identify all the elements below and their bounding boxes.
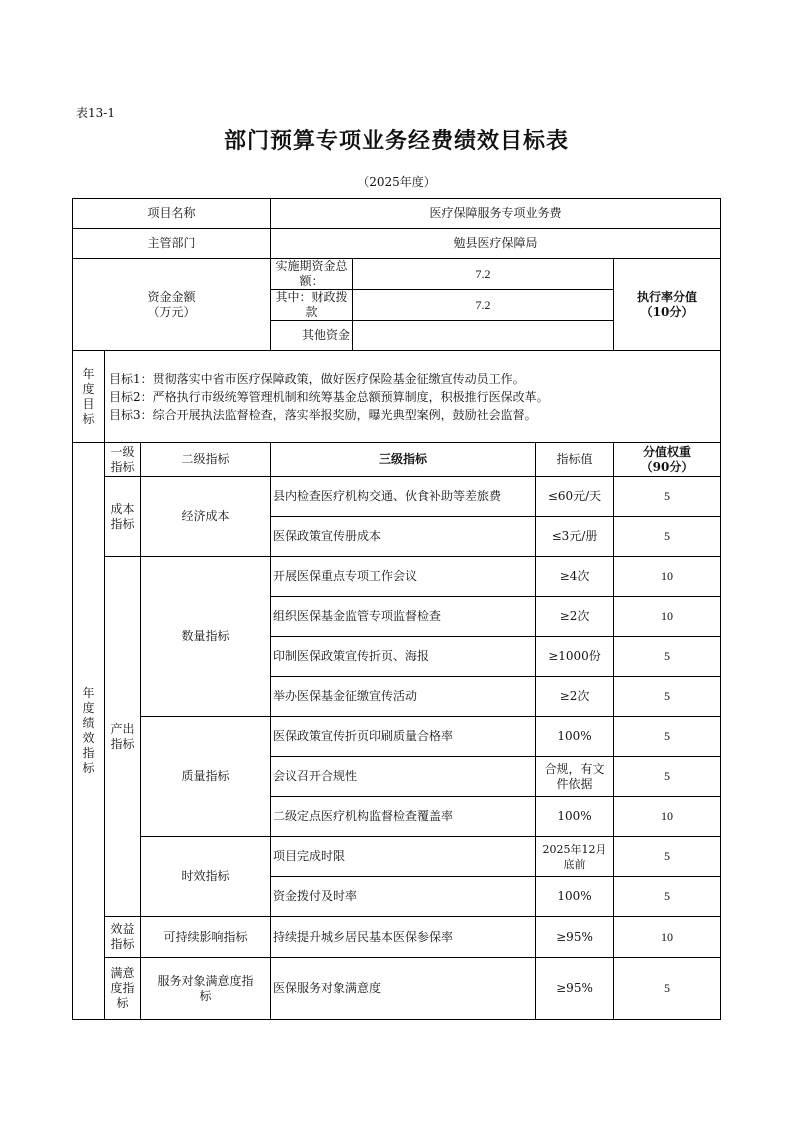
header-level1 (105, 443, 141, 477)
indicator-weight: 5 (614, 717, 721, 757)
funds-label-line1: 资金金额 (147, 289, 196, 304)
level2-sustainability: 可持续影响指标 (141, 917, 271, 958)
project-name-value: 医疗保障服务专项业务费 (271, 199, 721, 229)
indicator-value: 合规，有文件依据 (536, 757, 614, 797)
level2-satisfaction: 服务对象满意度指标 (141, 958, 271, 1020)
indicator-weight: 10 (614, 557, 721, 597)
indicator-name: 持续提升城乡居民基本医保参保率 (271, 917, 536, 958)
level1-output (105, 557, 141, 917)
indicator-name: 医保政策宣传折页印刷质量合格率 (271, 717, 536, 757)
funds-other-label: 其他资金 (271, 321, 353, 351)
indicator-weight: 5 (614, 958, 721, 1020)
indicator-name: 县内检查医疗机构交通、伙食补助等差旅费 (271, 477, 536, 517)
funds-label (73, 259, 271, 351)
indicator-name: 组织医保基金监管专项监督检查 (271, 597, 536, 637)
funds-finance-value: 7.2 (353, 290, 614, 321)
level1-cost (105, 477, 141, 557)
header-level1-text: 一级指标 (110, 444, 135, 474)
header-value: 指标值 (536, 443, 614, 477)
level1-output-text: 产出指标 (110, 721, 135, 751)
indicator-name: 印制医保政策宣传折页、海报 (271, 637, 536, 677)
performance-target-table (72, 198, 721, 1020)
indicator-weight: 5 (614, 837, 721, 877)
indicator-value: ≥95% (536, 958, 614, 1020)
level1-benefit-text: 效益指标 (110, 922, 135, 951)
goal-item: 目标3：综合开展执法监督检查，落实举报奖励，曝光典型案例，鼓励社会监督。 (109, 407, 537, 422)
indicator-name: 项目完成时限 (271, 837, 536, 877)
indicator-weight: 5 (614, 637, 721, 677)
indicator-value: ≥2次 (536, 677, 614, 717)
department-value: 勉县医疗保障局 (271, 229, 721, 259)
department-label: 主管部门 (73, 229, 271, 259)
indicator-weight: 10 (614, 917, 721, 958)
indicator-weight: 10 (614, 597, 721, 637)
indicator-name: 二级定点医疗机构监督检查覆盖率 (271, 797, 536, 837)
funds-total-value: 7.2 (353, 259, 614, 290)
header-weight-line2: （90分） (640, 459, 694, 474)
indicator-value: ≤60元/天 (536, 477, 614, 517)
indicator-weight: 5 (614, 757, 721, 797)
goal-item: 目标1：贯彻落实中省市医疗保障政策，做好医疗保险基金征缴宣传动员工作。 (109, 371, 525, 386)
header-weight-line1: 分值权重 (643, 444, 692, 459)
header-weight (614, 443, 721, 477)
indicator-value: 100% (536, 797, 614, 837)
indicator-name: 医保政策宣传册成本 (271, 517, 536, 557)
project-name-label: 项目名称 (73, 199, 271, 229)
header-level3: 三级指标 (271, 443, 536, 477)
indicator-name: 医保服务对象满意度 (271, 958, 536, 1020)
indicators-section-text: 年度绩效指标 (82, 686, 95, 775)
funds-other-value (353, 321, 614, 351)
indicator-name: 开展医保重点专项工作会议 (271, 557, 536, 597)
indicator-name: 会议召开合规性 (271, 757, 536, 797)
level2-quantity: 数量指标 (141, 557, 271, 717)
indicator-value: ≥2次 (536, 597, 614, 637)
indicator-name: 资金拨付及时率 (271, 877, 536, 917)
indicator-value: 2025年12月底前 (536, 837, 614, 877)
execution-rate-line2: （10分） (640, 304, 694, 319)
indicator-weight: 5 (614, 877, 721, 917)
indicator-weight: 5 (614, 517, 721, 557)
annual-goals-label-text: 年度目标 (82, 366, 95, 426)
goal-item: 目标2：严格执行市级统筹管理机制和统筹基金总额预算制度，积极推行医保改革。 (109, 389, 549, 404)
indicator-weight: 5 (614, 477, 721, 517)
level2-quality: 质量指标 (141, 717, 271, 837)
page-year: （2025年度） (357, 175, 436, 189)
level1-satisfaction (105, 958, 141, 1020)
indicator-value: ≥1000份 (536, 637, 614, 677)
level1-cost-text: 成本指标 (110, 501, 135, 531)
execution-rate-line1: 执行率分值 (637, 289, 698, 304)
annual-goals-label (73, 351, 105, 443)
funds-label-line2: （万元） (147, 304, 196, 319)
annual-goals-content (105, 351, 721, 443)
table-code: 表13-1 (76, 106, 115, 120)
level1-satisfaction-text: 满意度指标 (110, 966, 135, 1010)
level1-benefit (105, 917, 141, 958)
level2-economic-cost: 经济成本 (141, 477, 271, 557)
execution-rate-score (614, 259, 721, 351)
indicator-value: 100% (536, 877, 614, 917)
funds-total-label: 实施期资金总额： (271, 259, 353, 290)
indicator-value: ≤3元/册 (536, 517, 614, 557)
header-level2: 二级指标 (141, 443, 271, 477)
indicator-value: ≥4次 (536, 557, 614, 597)
indicator-value: ≥95% (536, 917, 614, 958)
indicator-weight: 5 (614, 677, 721, 717)
page-title: 部门预算专项业务经费绩效目标表 (223, 128, 569, 154)
indicator-value: 100% (536, 717, 614, 757)
funds-finance-label: 其中：财政拨款 (271, 290, 353, 321)
indicators-section-label (73, 443, 105, 1020)
indicator-name: 举办医保基金征缴宣传活动 (271, 677, 536, 717)
indicator-weight: 10 (614, 797, 721, 837)
level2-timeliness: 时效指标 (141, 837, 271, 917)
